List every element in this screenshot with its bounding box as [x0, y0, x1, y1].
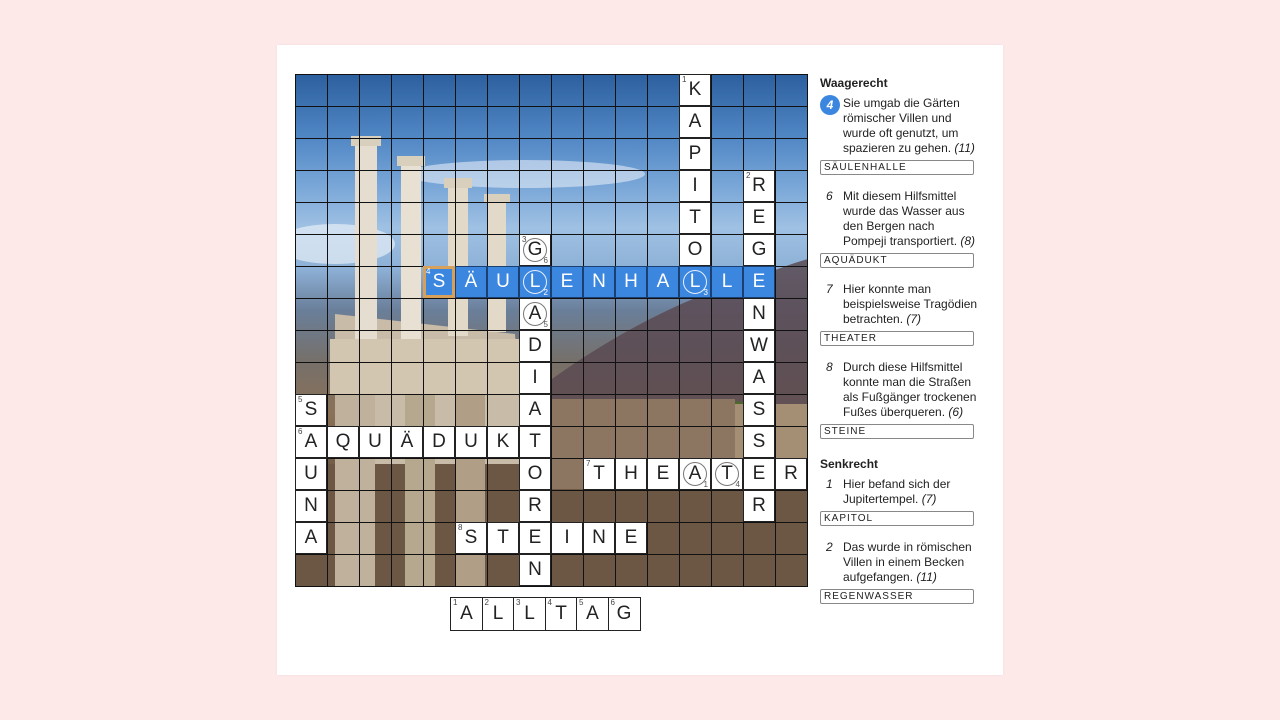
solution-index: 5 [543, 320, 548, 329]
cell-letter: G [751, 239, 767, 260]
cell-letter: H [624, 271, 638, 292]
clue-text-block[interactable] [820, 477, 980, 507]
grid-cell[interactable] [743, 234, 775, 266]
grid-cell[interactable] [679, 234, 711, 266]
clue-number: 1 [826, 477, 833, 491]
clue-number: 7 [826, 282, 833, 296]
grid-cell[interactable] [519, 298, 551, 330]
clue-item[interactable] [820, 96, 980, 175]
cell-letter: K [496, 431, 510, 452]
cell-letter: S [304, 399, 318, 420]
clue-number: 8 [458, 523, 463, 532]
grid-cell[interactable] [647, 458, 679, 490]
answer-field[interactable]: STEINE [820, 424, 974, 439]
cell-letter: L [689, 271, 701, 292]
cell-letter: A [688, 111, 702, 132]
cell-letter: T [593, 463, 605, 484]
grid-cell[interactable] [519, 458, 551, 490]
cell-letter: A [528, 399, 542, 420]
answer-length: (11) [954, 141, 975, 155]
cell-letter: R [528, 495, 542, 516]
cell-letter: E [752, 271, 766, 292]
cell-letter: W [750, 335, 768, 356]
cell-letter: R [752, 175, 766, 196]
grid-cell[interactable] [647, 266, 679, 298]
cell-letter: D [528, 335, 542, 356]
solution-cell[interactable] [513, 597, 546, 631]
grid-cell[interactable] [359, 426, 391, 458]
cell-letter: I [564, 527, 570, 548]
answer-length: (7) [921, 492, 937, 506]
cell-letter: U [496, 271, 510, 292]
solution-cell[interactable] [450, 597, 483, 631]
grid-cell[interactable] [519, 522, 551, 554]
cell-letter: K [688, 79, 702, 100]
clue-text-block[interactable] [820, 360, 980, 420]
grid-cell[interactable] [743, 202, 775, 234]
cell-letter: I [532, 367, 538, 388]
cell-letter: T [497, 527, 509, 548]
clue-text-block[interactable] [820, 96, 980, 156]
grid-cell[interactable] [519, 234, 551, 266]
cell-letter: R [784, 463, 798, 484]
grid-cell[interactable] [711, 458, 743, 490]
cell-letter: A [688, 463, 702, 484]
answer-length: (6) [948, 405, 964, 419]
solution-index: 3 [703, 288, 708, 297]
clue-item[interactable] [820, 189, 980, 268]
cell-letter: T [721, 463, 733, 484]
clue-text: Das wurde in römischen Villen in einem Becken aufgefangen. [843, 540, 972, 584]
grid-cell[interactable] [679, 458, 711, 490]
answer-field[interactable]: REGENWASSER [820, 589, 974, 604]
solution-letter: L [492, 603, 504, 624]
clue-number: 7 [586, 459, 591, 468]
grid-cell[interactable] [519, 394, 551, 426]
cell-letter: Ä [464, 271, 478, 292]
cell-letter: A [528, 303, 542, 324]
solution-number: 3 [516, 598, 521, 607]
grid-cell[interactable] [615, 522, 647, 554]
answer-field[interactable]: AQUÄDUKT [820, 253, 974, 268]
cell-letter: E [752, 463, 766, 484]
grid-cell[interactable] [455, 522, 487, 554]
grid-cell[interactable] [583, 522, 615, 554]
cell-letter: E [656, 463, 670, 484]
crossword-grid [295, 74, 808, 587]
grid-cell[interactable] [679, 170, 711, 202]
grid-cell[interactable] [743, 394, 775, 426]
grid-cell[interactable] [519, 426, 551, 458]
grid-cell[interactable] [583, 458, 615, 490]
solution-index: 6 [543, 256, 548, 265]
grid-cell[interactable] [743, 330, 775, 362]
down-heading: Senkrecht [820, 457, 879, 471]
cell-letter: U [304, 463, 318, 484]
clue-item[interactable] [820, 282, 980, 346]
cell-letter: A [752, 367, 766, 388]
answer-length: (11) [916, 570, 937, 584]
grid-cell[interactable] [775, 458, 807, 490]
cell-letter: A [656, 271, 670, 292]
solution-cell[interactable] [482, 597, 515, 631]
solution-index: 1 [703, 480, 708, 489]
solution-number: 2 [484, 598, 489, 607]
grid-cell[interactable] [743, 170, 775, 202]
grid-cell[interactable] [743, 426, 775, 458]
grid-cell[interactable] [295, 522, 327, 554]
cell-letter: L [529, 271, 541, 292]
cell-letter: E [624, 527, 638, 548]
solution-number: 1 [453, 598, 458, 607]
grid-cell[interactable] [423, 266, 455, 298]
cell-letter: S [752, 399, 766, 420]
clue-number: 5 [298, 395, 303, 404]
clue-number: 8 [826, 360, 833, 374]
cell-letter: U [368, 431, 382, 452]
solution-index: 2 [543, 288, 548, 297]
cell-letter: G [527, 239, 543, 260]
solution-number: 4 [547, 598, 552, 607]
clue-item[interactable] [820, 360, 980, 439]
grid-cell[interactable] [295, 394, 327, 426]
clue-item[interactable] [820, 540, 980, 604]
cell-letter: Ä [400, 431, 414, 452]
solution-cell[interactable] [608, 597, 641, 631]
clue-text: Hier befand sich der Jupitertempel. [843, 477, 951, 506]
solution-letter: L [524, 603, 535, 624]
solution-letter: A [586, 603, 599, 624]
solution-word-row [450, 597, 641, 631]
cell-letter: H [624, 463, 638, 484]
grid-cell[interactable] [391, 426, 423, 458]
grid-cell[interactable] [551, 522, 583, 554]
clue-text-block[interactable] [820, 282, 980, 327]
cell-letter: E [560, 271, 574, 292]
grid-cell[interactable] [327, 426, 359, 458]
down-clue-list [820, 477, 980, 604]
answer-field[interactable]: THEATER [820, 331, 974, 346]
grid-cell[interactable] [519, 362, 551, 394]
cell-letter: L [721, 271, 733, 292]
grid-cell[interactable] [423, 426, 455, 458]
cell-letter: T [529, 431, 541, 452]
clue-panel [820, 74, 980, 674]
grid-cell[interactable] [615, 266, 647, 298]
clue-number: 1 [682, 75, 687, 84]
grid-cell[interactable] [295, 490, 327, 522]
solution-index: 4 [735, 480, 740, 489]
grid-cell[interactable] [615, 458, 647, 490]
grid-cell[interactable] [551, 266, 583, 298]
clue-text: Mit diesem Hilfsmittel wurde das Wasser aus den Bergen nach Pompeji transportiert. [843, 189, 965, 248]
answer-field[interactable]: SÄULENHALLE [820, 160, 974, 175]
cell-letter: N [752, 303, 766, 324]
grid-cell[interactable] [519, 554, 551, 586]
grid-cell[interactable] [455, 426, 487, 458]
grid-cell[interactable] [679, 106, 711, 138]
grid-cell[interactable] [487, 522, 519, 554]
cell-letter: I [692, 175, 698, 196]
clue-number: 2 [746, 171, 751, 180]
cell-letter: S [752, 431, 766, 452]
clue-text-block[interactable] [820, 189, 980, 249]
clue-number: 3 [522, 235, 527, 244]
grid-cell[interactable] [295, 458, 327, 490]
answer-length: (7) [906, 312, 922, 326]
grid-cell[interactable] [743, 490, 775, 522]
clue-number: 4 [820, 95, 840, 115]
cell-letter: E [752, 207, 766, 228]
across-clue-list [820, 96, 980, 439]
cell-letter: D [432, 431, 446, 452]
cell-letter: U [464, 431, 478, 452]
grid-cell[interactable] [519, 330, 551, 362]
clue-number: 6 [826, 189, 833, 203]
cell-letter: S [464, 527, 478, 548]
answer-length: (8) [960, 234, 976, 248]
clue-number: 2 [826, 540, 833, 554]
cell-letter: R [752, 495, 766, 516]
answer-field[interactable]: KAPITOL [820, 511, 974, 526]
cell-letter: P [688, 143, 702, 164]
grid-cell[interactable] [679, 74, 711, 106]
grid-cell[interactable] [743, 458, 775, 490]
solution-letter: A [460, 603, 473, 624]
grid-cell[interactable] [743, 298, 775, 330]
grid-cell[interactable] [743, 362, 775, 394]
cell-letter: E [528, 527, 542, 548]
solution-number: 5 [579, 598, 584, 607]
grid-cell[interactable] [711, 266, 743, 298]
clue-text: Durch diese Hilfsmittel konnte man die Straßen als Fußgänger trockenen Fußes überqueren. [843, 360, 977, 419]
cell-letter: S [432, 271, 446, 292]
clue-item[interactable] [820, 477, 980, 526]
grid-cell[interactable] [487, 266, 519, 298]
clue-text: Hier konnte man beispielsweise Tragödien betrachten. [843, 282, 978, 326]
cell-letter: N [528, 559, 542, 580]
cell-letter: O [687, 239, 703, 260]
solution-cell[interactable] [545, 597, 578, 631]
grid-cell[interactable] [583, 266, 615, 298]
ruins-photo-background [295, 74, 808, 587]
cell-letter: Q [335, 431, 351, 452]
clue-number: 4 [426, 267, 431, 276]
cell-letter: A [304, 527, 318, 548]
clue-text-block[interactable] [820, 540, 980, 585]
grid-cell[interactable] [455, 266, 487, 298]
grid-cell[interactable] [519, 266, 551, 298]
grid-cell[interactable] [487, 426, 519, 458]
cell-letter: O [527, 463, 543, 484]
grid-cell[interactable] [679, 202, 711, 234]
grid-cell[interactable] [295, 426, 327, 458]
clue-text: Sie umgab die Gärten römischer Villen und wurde oft genutzt, um spazieren zu gehen. [843, 96, 960, 155]
across-heading: Waagerecht [820, 76, 888, 90]
grid-cell[interactable] [519, 490, 551, 522]
grid-cell[interactable] [679, 138, 711, 170]
solution-number: 6 [610, 598, 615, 607]
grid-cell[interactable] [743, 266, 775, 298]
grid-cell[interactable] [679, 266, 711, 298]
solution-cell[interactable] [576, 597, 609, 631]
cell-letter: N [304, 495, 318, 516]
cell-letter: A [304, 431, 318, 452]
clue-number: 6 [298, 427, 303, 436]
solution-letter: T [555, 603, 567, 624]
cell-letter: N [592, 271, 606, 292]
solution-letter: G [616, 603, 632, 624]
cell-letter: T [689, 207, 701, 228]
cell-letter: N [592, 527, 606, 548]
